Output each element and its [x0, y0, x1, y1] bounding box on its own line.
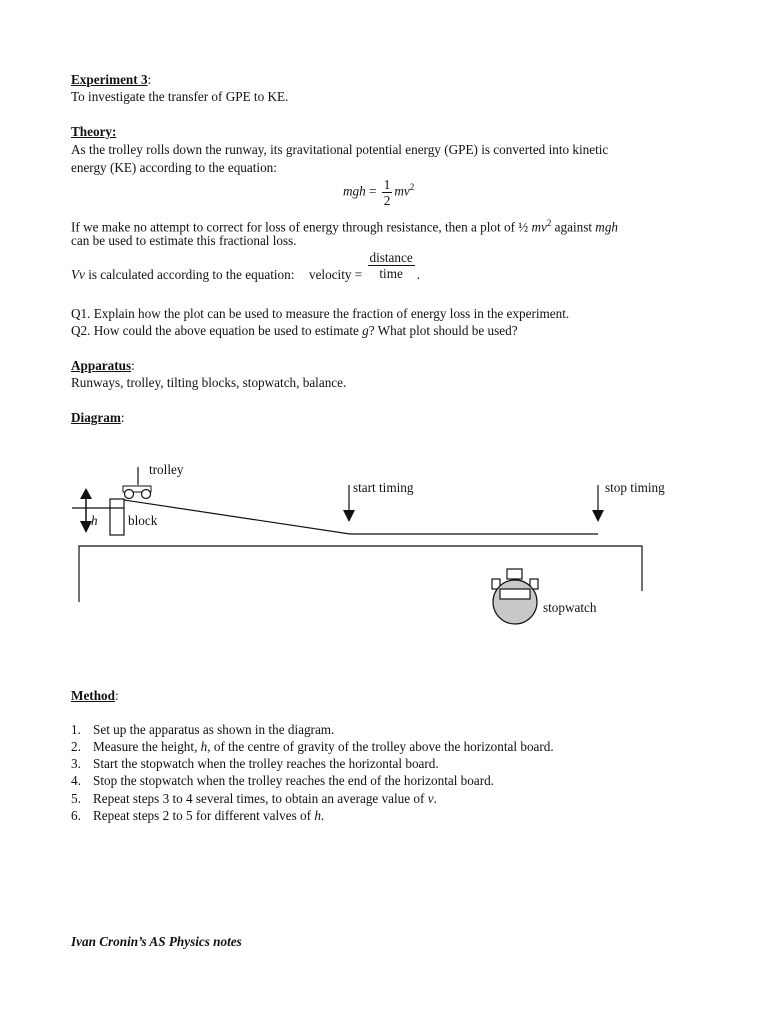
start-timing-label: start timing [353, 480, 414, 495]
velocity-fraction [368, 250, 415, 281]
method-step-2 [71, 738, 554, 755]
step-variable: h [314, 808, 321, 823]
equation-equals: = [369, 183, 377, 199]
velocity-equation-line [71, 251, 420, 287]
step-number: 1. [71, 722, 81, 737]
height-label: h [91, 513, 98, 528]
equation-fraction [382, 177, 393, 208]
experiment-heading [71, 71, 151, 88]
method-step-5 [71, 790, 437, 807]
method-heading [71, 687, 119, 704]
method-step-1 [71, 721, 334, 738]
step-text-a: Measure the height, [93, 739, 201, 754]
q2-text-b: ? What plot should be used? [368, 323, 518, 338]
step-number: 5. [71, 791, 81, 806]
trolley-label: trolley [149, 462, 184, 477]
theory-para1-line2: energy (KE) according to the equation: [71, 160, 277, 175]
step-text-b: . [320, 808, 325, 823]
step-text: Start the stopwatch when the trolley reaches the horizontal board. [93, 756, 439, 771]
para2-mv: mv [531, 219, 547, 235]
vv-text: is calculated according to the equation: [84, 266, 295, 282]
question-1: Q1. Explain how the plot can be used to measure the fraction of energy loss in the experiment. [71, 306, 570, 321]
experiment-aim: To investigate the transfer of GPE to KE. [71, 89, 289, 104]
method-step-6 [71, 807, 324, 824]
para2-text-a: If we make no attempt to correct for loss of energy through resistance, then a plot of ½ [71, 219, 532, 235]
equation-rhs: mv [394, 183, 410, 199]
method-title: Method [71, 688, 115, 703]
velocity-period: . [416, 266, 421, 282]
method-step-3 [71, 755, 439, 772]
equation-lhs: mgh [343, 183, 366, 199]
stopwatch-label: stopwatch [543, 600, 597, 615]
energy-equation [343, 177, 414, 208]
equation-denominator: 2 [383, 193, 391, 208]
apparatus-diagram [0, 455, 768, 655]
trolley-wheel-rear [142, 490, 151, 499]
para2-sup: 2 [546, 218, 552, 228]
experiment-colon: : [147, 72, 152, 87]
apparatus-title: Apparatus [71, 358, 132, 373]
vv-symbol: Vv [71, 266, 85, 282]
apparatus-heading [71, 357, 135, 374]
height-arrow-up [80, 488, 92, 499]
apparatus-colon: : [131, 358, 135, 373]
step-variable: v [427, 791, 434, 806]
velocity-denominator: time [379, 266, 403, 281]
para2-text-b: against [551, 219, 596, 235]
velocity-label: velocity = [308, 266, 363, 282]
para2-mgh: mgh [595, 219, 619, 235]
stopwatch-display [500, 589, 530, 599]
step-text-b: , of the centre of gravity of the trolley above the horizontal board. [207, 739, 554, 754]
step-variable: h [200, 739, 208, 754]
step-number: 2. [71, 739, 81, 754]
bench-outline [79, 546, 642, 602]
stopwatch-face [493, 580, 537, 624]
diagram-heading [71, 409, 124, 426]
experiment-title: Experiment 3 [71, 72, 148, 87]
runway-slope [124, 500, 350, 534]
step-number: 6. [71, 808, 81, 823]
step-text-b: . [433, 791, 437, 806]
step-text: Set up the apparatus as shown in the diagram. [93, 722, 335, 737]
method-colon: : [114, 688, 119, 703]
theory-heading: Theory: [71, 124, 117, 139]
velocity-numerator: distance [369, 250, 413, 265]
stopwatch-button-top [507, 569, 522, 579]
theory-para1-line1: As the trolley rolls down the runway, its gravitational potential energy (GPE) is converted into kinetic [71, 142, 609, 157]
step-text-a: Repeat steps 2 to 5 for different valves of [93, 808, 315, 823]
question-2 [71, 322, 518, 339]
method-step-4 [71, 772, 494, 789]
equation-numerator: 1 [383, 177, 391, 192]
equation-rhs-sup: 2 [409, 182, 415, 193]
stop-timing-arrow-head [592, 510, 604, 522]
stop-timing-label: stop timing [605, 480, 665, 495]
trolley-wheel-front [125, 490, 134, 499]
footer-note: Ivan Cronin’s AS Physics notes [71, 934, 242, 949]
q2-g: g [362, 323, 369, 338]
step-number: 3. [71, 756, 81, 771]
diagram-title: Diagram [71, 410, 121, 425]
block-label: block [128, 513, 158, 528]
tilting-block [110, 499, 124, 535]
diagram-colon: : [120, 410, 125, 425]
apparatus-list: Runways, trolley, tilting blocks, stopwatch, balance. [71, 375, 347, 390]
step-number: 4. [71, 773, 81, 788]
step-text: Stop the stopwatch when the trolley reaches the end of the horizontal board. [93, 773, 494, 788]
q2-text-a: Q2. How could the above equation be used to estimate [71, 323, 363, 338]
theory-para2-line2: can be used to estimate this fractional loss. [71, 233, 297, 248]
start-timing-arrow-head [343, 510, 355, 522]
step-text-a: Repeat steps 3 to 4 several times, to obtain an average value of [93, 791, 428, 806]
